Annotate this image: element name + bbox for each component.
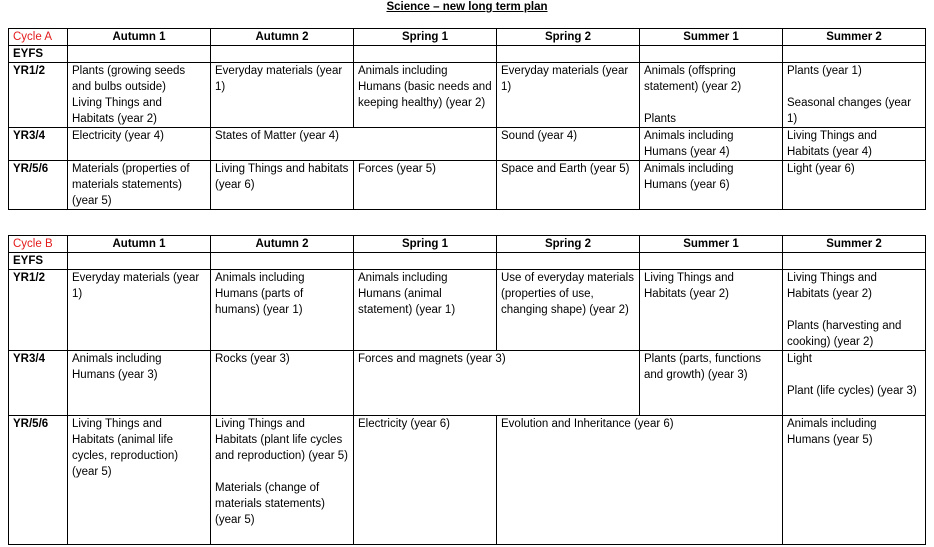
topic-cell: Animals including Humans (year 6)	[640, 161, 783, 210]
term-header: Spring 2	[497, 236, 640, 253]
table-row	[9, 63, 926, 128]
year-group-label: EYFS	[9, 46, 68, 63]
year-group-label: YR1/2	[9, 270, 68, 351]
table-row	[9, 128, 926, 161]
term-header: Spring 1	[354, 29, 497, 46]
term-header: Spring 2	[497, 29, 640, 46]
header-row	[9, 29, 926, 46]
year-group-label: YR/5/6	[9, 161, 68, 210]
topic-cell: Animals (offspring statement) (year 2) Plants	[640, 63, 783, 128]
topic-cell: Sound (year 4)	[497, 128, 640, 161]
topic-cell: States of Matter (year 4)	[211, 128, 497, 161]
topic-cell	[354, 46, 497, 63]
topic-cell: Evolution and Inheritance (year 6)	[497, 416, 783, 545]
topic-cell	[497, 46, 640, 63]
topic-cell: Forces and magnets (year 3)	[354, 351, 640, 416]
topic-cell	[497, 253, 640, 270]
topic-cell: Space and Earth (year 5)	[497, 161, 640, 210]
term-header: Summer 2	[783, 29, 926, 46]
header-row	[9, 236, 926, 253]
cycle-label: Cycle B	[9, 236, 68, 253]
cycle-label: Cycle A	[9, 29, 68, 46]
term-header: Autumn 1	[68, 236, 211, 253]
cycle-a-table	[8, 28, 926, 210]
topic-cell: Electricity (year 6)	[354, 416, 497, 545]
year-group-label: EYFS	[9, 253, 68, 270]
topic-cell	[640, 253, 783, 270]
topic-cell: Animals including Humans (year 3)	[68, 351, 211, 416]
table-row	[9, 416, 926, 545]
topic-cell	[354, 253, 497, 270]
topic-cell	[783, 253, 926, 270]
topic-cell: Light Plant (life cycles) (year 3)	[783, 351, 926, 416]
page-title: Science – new long term plan	[386, 1, 548, 13]
topic-cell: Animals including Humans (year 5)	[783, 416, 926, 545]
term-header: Summer 1	[640, 236, 783, 253]
topic-cell: Living Things and habitats (year 6)	[211, 161, 354, 210]
year-group-label: YR/5/6	[9, 416, 68, 545]
topic-cell: Rocks (year 3)	[211, 351, 354, 416]
term-header: Autumn 1	[68, 29, 211, 46]
topic-cell	[783, 46, 926, 63]
topic-cell: Use of everyday materials (properties of use, changing shape) (year 2)	[497, 270, 640, 351]
year-group-label: YR3/4	[9, 128, 68, 161]
topic-cell: Materials (properties of materials statements) (year 5)	[68, 161, 211, 210]
topic-cell: Animals including Humans (year 4)	[640, 128, 783, 161]
term-header: Summer 1	[640, 29, 783, 46]
topic-cell: Living Things and Habitats (year 2) Plants (harvesting and cooking) (year 2)	[783, 270, 926, 351]
topic-cell	[68, 46, 211, 63]
table-row	[9, 161, 926, 210]
term-header: Autumn 2	[211, 236, 354, 253]
topic-cell: Plants (year 1) Seasonal changes (year 1)	[783, 63, 926, 128]
term-header: Summer 2	[783, 236, 926, 253]
topic-cell: Living Things and Habitats (plant life cycles and reproduction) (year 5) Materials (change of materials statements) (year 5)	[211, 416, 354, 545]
topic-cell: Living Things and Habitats (year 4)	[783, 128, 926, 161]
topic-cell: Plants (parts, functions and growth) (year 3)	[640, 351, 783, 416]
table-row	[9, 351, 926, 416]
topic-cell: Animals including Humans (basic needs and keeping healthy) (year 2)	[354, 63, 497, 128]
topic-cell: Living Things and Habitats (year 2)	[640, 270, 783, 351]
topic-cell: Plants (growing seeds and bulbs outside) Living Things and Habitats (year 2)	[68, 63, 211, 128]
topic-cell: Light (year 6)	[783, 161, 926, 210]
topic-cell	[640, 46, 783, 63]
topic-cell: Everyday materials (year 1)	[68, 270, 211, 351]
topic-cell	[68, 253, 211, 270]
topic-cell: Everyday materials (year 1)	[211, 63, 354, 128]
term-header: Autumn 2	[211, 29, 354, 46]
table-row	[9, 270, 926, 351]
topic-cell	[211, 253, 354, 270]
table-row	[9, 46, 926, 63]
topic-cell	[211, 46, 354, 63]
topic-cell: Everyday materials (year 1)	[497, 63, 640, 128]
year-group-label: YR3/4	[9, 351, 68, 416]
topic-cell: Animals including Humans (parts of humans) (year 1)	[211, 270, 354, 351]
topic-cell: Electricity (year 4)	[68, 128, 211, 161]
cycle-b-table	[8, 235, 926, 545]
topic-cell: Living Things and Habitats (animal life cycles, reproduction) (year 5)	[68, 416, 211, 545]
table-row	[9, 253, 926, 270]
topic-cell: Forces (year 5)	[354, 161, 497, 210]
term-header: Spring 1	[354, 236, 497, 253]
year-group-label: YR1/2	[9, 63, 68, 128]
topic-cell: Animals including Humans (animal statement) (year 1)	[354, 270, 497, 351]
